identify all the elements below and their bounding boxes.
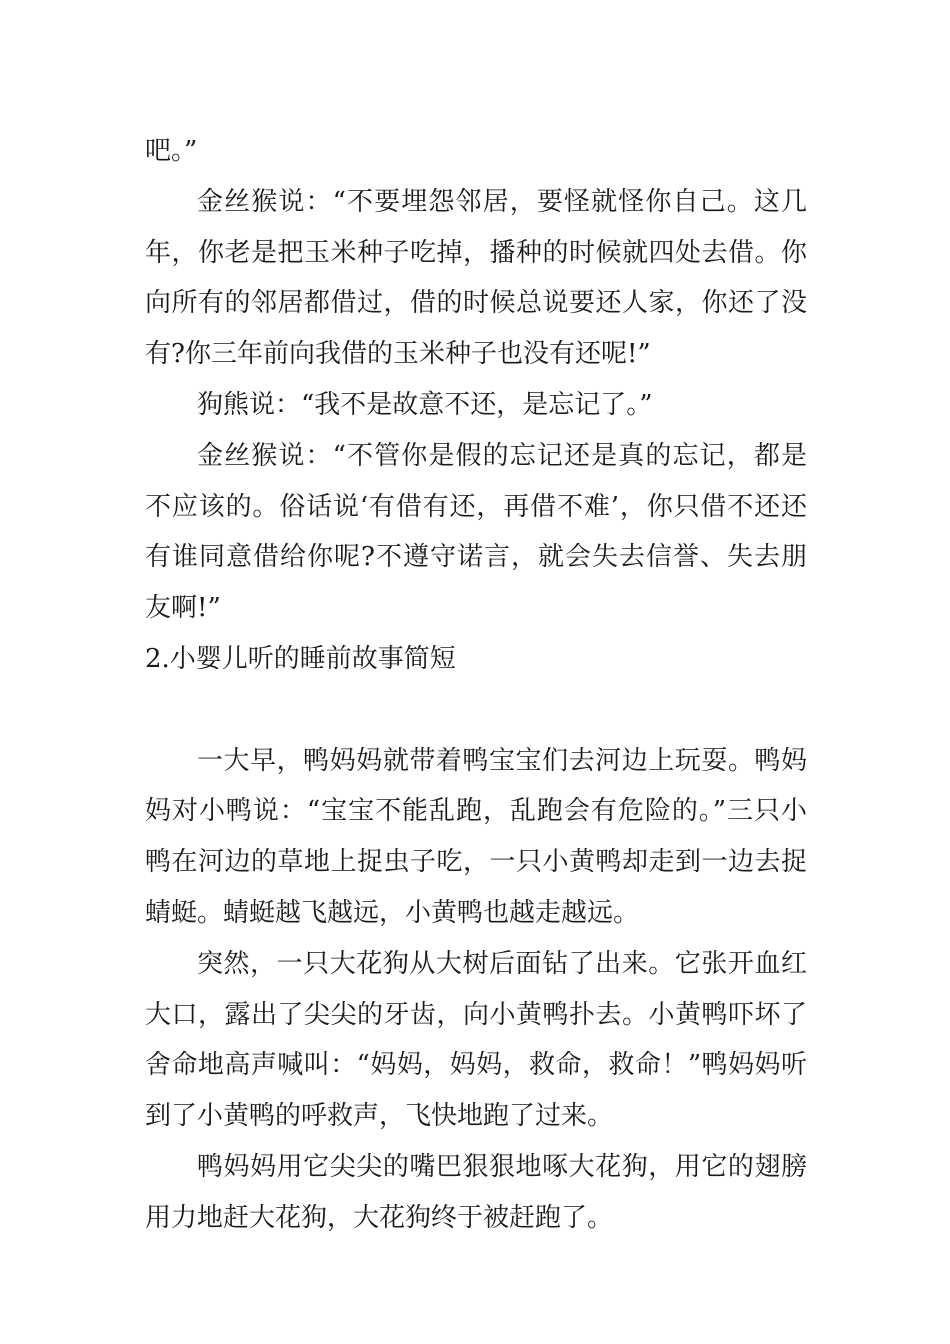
paragraph-bear-speech: 狗熊说：“我不是故意不还，是忘记了。” (197, 389, 653, 420)
paragraph-duck-story-3: 鸭妈妈用它尖尖的嘴巴狠狠地啄大花狗，用它的翅膀用力地赶大花狗，大花狗终于被赶跑了。 (145, 1151, 807, 1233)
paragraph-monkey-speech-2: 金丝猴说：“不管你是假的忘记还是真的忘记，都是不应该的。俗话说‘有借有还，再借不难’，你只借不还还有谁同意借给你呢?不遵守诺言，就会失去信誉、失去朋友啊!” (145, 440, 807, 624)
paragraph-continuation: 吧。” (145, 136, 198, 166)
document-body (145, 126, 807, 1244)
blank-line (145, 685, 807, 736)
paragraph-duck-story-2: 突然，一只大花狗从大树后面钻了出来。它张开血红大口，露出了尖尖的牙齿，向小黄鸭扑去。小黄鸭吓坏了舍命地高声喊叫：“妈妈，妈妈，救命，救命！”鸭妈妈听到了小黄鸭的呼救声，飞快地跑了过来。 (145, 948, 807, 1132)
paragraph-monkey-speech-1: 金丝猴说：“不要埋怨邻居，要怪就怪你自己。这几年，你老是把玉米种子吃掉，播种的时候就四处去借。你向所有的邻居都借过，借的时候总说要还人家，你还了没有?你三年前向我借的玉米种子也没有还呢!” (145, 186, 807, 370)
paragraph-duck-story-1: 一大早，鸭妈妈就带着鸭宝宝们去河边上玩耍。鸭妈妈对小鸭说：“宝宝不能乱跑，乱跑会有危险的。”三只小鸭在河边的草地上捉虫子吃，一只小黄鸭却走到一边去捉蜻蜓。蜻蜓越飞越远，小黄鸭也越走越远。 (145, 745, 807, 928)
section-heading: 2.小婴儿听的睡前故事简短 (145, 643, 456, 674)
